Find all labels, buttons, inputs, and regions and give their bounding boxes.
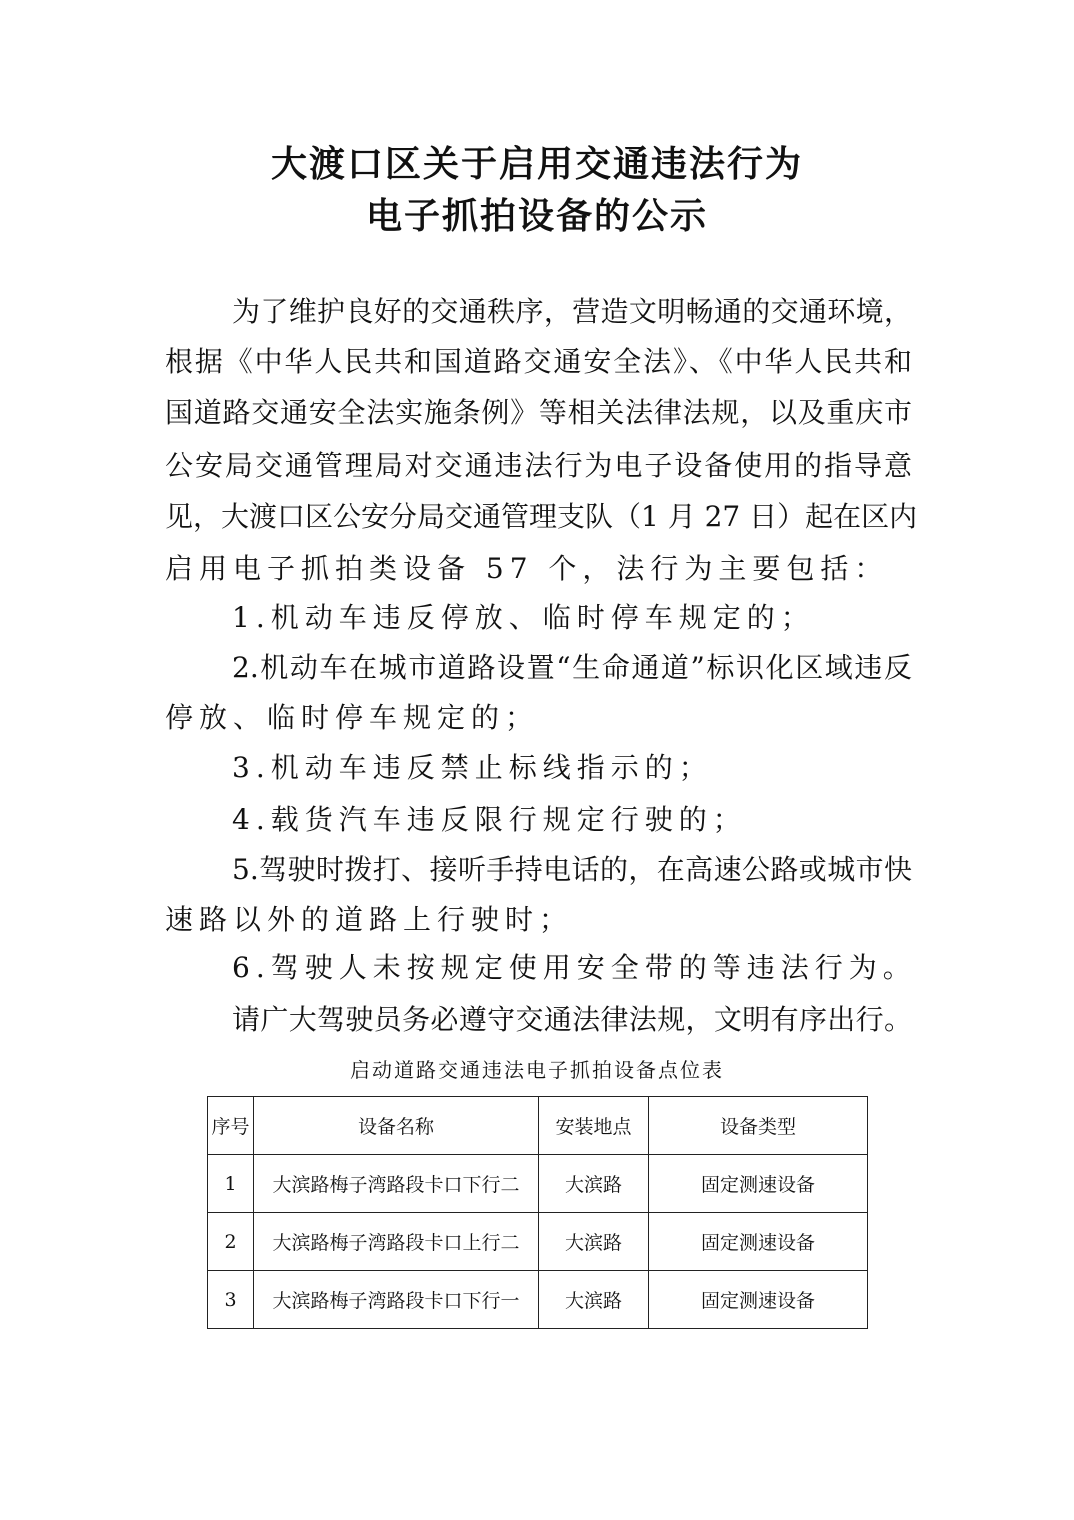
list-item-cont: 速路以外的道路上行驶时； [165, 903, 574, 936]
list-item: 5.驾驶时拨打、接听手持电话的，在高速公路或城市快 [232, 853, 912, 886]
table-header-row [208, 1097, 868, 1155]
body-line: 启用电子抓拍类设备 57 个，法行为主要包括： [165, 552, 889, 585]
document-title-line-2: 电子抓拍设备的公示 [365, 195, 708, 237]
body-line: 见，大渡口区公安分局交通管理支队（1 月 27 日）起在区内 [165, 500, 918, 533]
cell: 大滨路梅子湾路段卡口下行二 [254, 1155, 539, 1213]
cell: 1 [208, 1155, 254, 1213]
list-item: 1.机动车违反停放、临时停车规定的； [232, 601, 815, 634]
table-row [208, 1271, 868, 1329]
cell: 固定测速设备 [649, 1155, 868, 1213]
device-table [207, 1096, 868, 1329]
list-item: 4.载货汽车违反限行规定行驶的； [232, 803, 747, 836]
list-item: 3.机动车违反禁止标线指示的； [232, 751, 713, 784]
cell: 3 [208, 1271, 254, 1329]
body-line: 公安局交通管理局对交通违法行为电子设备使用的指导意 [165, 449, 912, 482]
header-cell: 安装地点 [539, 1097, 649, 1155]
body-line: 国道路交通安全法实施条例》等相关法律法规，以及重庆市 [165, 396, 912, 429]
body-line: 根据《中华人民共和国道路交通安全法》、《中华人民共和 [165, 345, 912, 378]
table-row [208, 1155, 868, 1213]
cell: 大滨路 [539, 1271, 649, 1329]
cell: 大滨路梅子湾路段卡口上行二 [254, 1213, 539, 1271]
header-cell: 设备类型 [649, 1097, 868, 1155]
cell: 大滨路梅子湾路段卡口下行一 [254, 1271, 539, 1329]
list-item: 2.机动车在城市道路设置“生命通道”标识化区域违反 [232, 651, 912, 684]
closing-line: 请广大驾驶员务必遵守交通法律法规，文明有序出行。 [232, 1003, 912, 1036]
cell: 大滨路 [539, 1213, 649, 1271]
header-cell: 设备名称 [254, 1097, 539, 1155]
document-title-line-1: 大渡口区关于启用交通违法行为 [270, 143, 803, 185]
cell: 固定测速设备 [649, 1213, 868, 1271]
header-cell: 序号 [208, 1097, 254, 1155]
cell: 大滨路 [539, 1155, 649, 1213]
body-line: 为了维护良好的交通秩序，营造文明畅通的交通环境， [232, 295, 912, 328]
list-item-cont: 停放、临时停车规定的； [165, 701, 540, 734]
cell: 2 [208, 1213, 254, 1271]
table-row [208, 1213, 868, 1271]
cell: 固定测速设备 [649, 1271, 868, 1329]
table-caption: 启动道路交通违法电子抓拍设备点位表 [350, 1058, 724, 1082]
list-item: 6.驾驶人未按规定使用安全带的等违法行为。 [232, 951, 917, 984]
